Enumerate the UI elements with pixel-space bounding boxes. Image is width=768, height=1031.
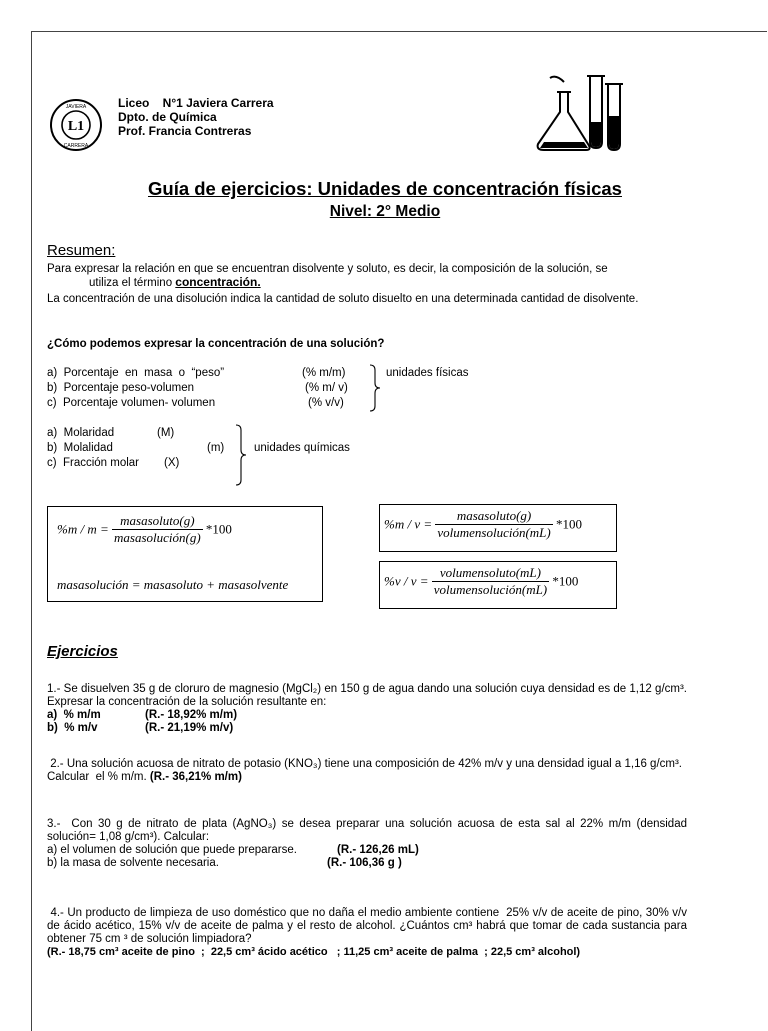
exercise-text: 4.- Un producto de limpieza de uso doméstico que no daña el medio ambiente contiene 25% v/v de aceite de pino, 30% v/v de ácido acético, 15% v/v de aceite de palma y el resto de alcohol. ¿Cuántos cm³ habrá que tomar de cada sustancia para obtener 75 cm ³ de solución limpiadora? (47, 907, 694, 945)
formula-vv (384, 565, 578, 598)
teacher: Prof. Francia Contreras (118, 124, 252, 138)
summary-paragraph-1 (47, 263, 711, 290)
document-page (31, 31, 767, 1031)
exercise-4 (47, 907, 694, 959)
formula-rhs: *100 (552, 573, 579, 589)
answer: (R.- 106,36 g ) (327, 857, 402, 869)
summary-line: Para expresar la relación en que se encuentran disolvente y soluto, es decir, la composición de la solución, se (47, 263, 608, 275)
formula-mass-sum: masasolución = masasoluto + masasolvente (57, 577, 289, 592)
exercise-item (47, 844, 687, 857)
item-label: b) % m/v (47, 722, 98, 734)
formula-mv (384, 508, 582, 541)
item-label: b) la masa de solvente necesaria. (47, 857, 219, 869)
denominator: masasolución(g) (114, 530, 201, 545)
numerator: masasoluto(g) (112, 513, 203, 530)
item-label: a) el volumen de solución que puede prepararse. (47, 844, 297, 856)
svg-text:L1: L1 (67, 119, 85, 134)
unit-label: c) Fracción molar (47, 457, 140, 469)
list-item (47, 442, 247, 457)
list-item (47, 427, 247, 442)
exercise-1 (47, 683, 687, 735)
physical-units-list (47, 367, 367, 412)
list-item (47, 457, 247, 472)
summary-heading: Resumen: (47, 242, 116, 259)
unit-label: b) Porcentaje peso-volumen (47, 382, 195, 394)
exercises-heading: Ejercicios (47, 643, 118, 660)
unit-abbr: (% v/v) (308, 397, 344, 409)
right-brace-icon (234, 424, 248, 486)
page-subtitle: Nivel: 2° Medio (329, 203, 441, 220)
unit-label: a) Molaridad (47, 427, 115, 439)
department: Dpto. de Química (118, 110, 217, 124)
numerator: masasoluto(g) (435, 508, 552, 525)
numerator: volumensoluto(mL) (432, 565, 549, 582)
list-item (47, 397, 367, 412)
exercise-item (47, 722, 687, 735)
fraction (432, 565, 549, 598)
exercise-2 (47, 758, 687, 784)
formula-lhs: %m / v = (384, 516, 433, 532)
formula-rhs: *100 (556, 516, 582, 532)
exercise-item (47, 709, 687, 722)
answer: (R.- 21,19% m/v) (145, 722, 234, 734)
formula-lhs: %m / m = (57, 521, 109, 537)
exercise-3 (47, 818, 691, 870)
key-term: concentración. (175, 275, 261, 289)
physical-units-label: unidades físicas (386, 367, 469, 379)
school-header (118, 96, 274, 138)
summary-line (47, 276, 711, 290)
unit-abbr: (m) (207, 442, 225, 454)
exercise-text: 2.- Una solución acuosa de nitrato de potasio (KNO₃) tiene una composición de 42% m/v y una densidad igual a 1,16 g/cm³. Calcular el % m/m. (47, 758, 686, 783)
unit-abbr: (X) (164, 457, 180, 469)
unit-abbr: (M) (157, 427, 175, 439)
formula-mm (57, 513, 232, 546)
unit-label: b) Molalidad (47, 442, 113, 454)
list-item (47, 367, 367, 382)
summary-question: ¿Cómo podemos expresar la concentración de una solución? (47, 338, 385, 350)
answer: (R.- 36,21% m/m) (149, 771, 242, 783)
formula-box-mass-volume (379, 504, 617, 552)
unit-label: c) Porcentaje volumen- volumen (47, 397, 216, 409)
page-title: Guía de ejercicios: Unidades de concentración físicas (148, 178, 622, 199)
right-brace-icon (368, 364, 382, 412)
school-name: Liceo N°1 Javiera Carrera (118, 96, 274, 110)
list-item (47, 382, 367, 397)
fraction (435, 508, 552, 541)
formula-box-volume-volume (379, 561, 617, 609)
formula-rhs: *100 (205, 521, 232, 537)
unit-abbr: (% m/ v) (305, 382, 348, 394)
fraction (112, 513, 203, 546)
unit-abbr: (% m/m) (302, 367, 346, 379)
svg-text:JAVIERA: JAVIERA (65, 104, 87, 110)
chemical-units-label: unidades químicas (254, 442, 350, 454)
unit-label: a) Porcentaje en masa o “peso” (47, 367, 225, 379)
lab-glassware-icon (530, 72, 634, 152)
answer: (R.- 126,26 mL) (337, 844, 419, 856)
svg-text:CARRERA: CARRERA (63, 143, 89, 149)
school-logo (49, 98, 103, 152)
answer: (R.- 18,75 cm³ aceite de pino ; 22,5 cm³ ácido acético ; 11,25 cm³ aceite de palma ; 22,5 cm³ alcohol) (47, 946, 581, 958)
answer: (R.- 18,92% m/m) (145, 709, 238, 721)
summary-text: utiliza el término (89, 277, 173, 289)
denominator: volumensolución(mL) (437, 525, 551, 540)
exercise-text: 1.- Se disuelven 35 g de cloruro de magnesio (MgCl₂) en 150 g de agua dando una solución cuya densidad es de 1,12 g/cm³. Expresar la concentración de la solución resultante en: (47, 683, 687, 708)
exercise-item (47, 857, 687, 870)
denominator: volumensolución(mL) (433, 582, 548, 597)
chemical-units-list (47, 427, 247, 472)
item-label: a) % m/m (47, 709, 101, 721)
formula-box-mass-percent (47, 506, 323, 602)
summary-paragraph-2: La concentración de una disolución indica la cantidad de soluto disuelto en una determinada cantidad de disolvente. (47, 293, 639, 305)
exercise-text: 3.- Con 30 g de nitrato de plata (AgNO₃) se desea preparar una solución acuosa de esta sal al 22% m/m (densidad solución= 1,08 g/cm³). Calcular: (47, 818, 691, 843)
formula-lhs: %v / v = (384, 573, 429, 589)
